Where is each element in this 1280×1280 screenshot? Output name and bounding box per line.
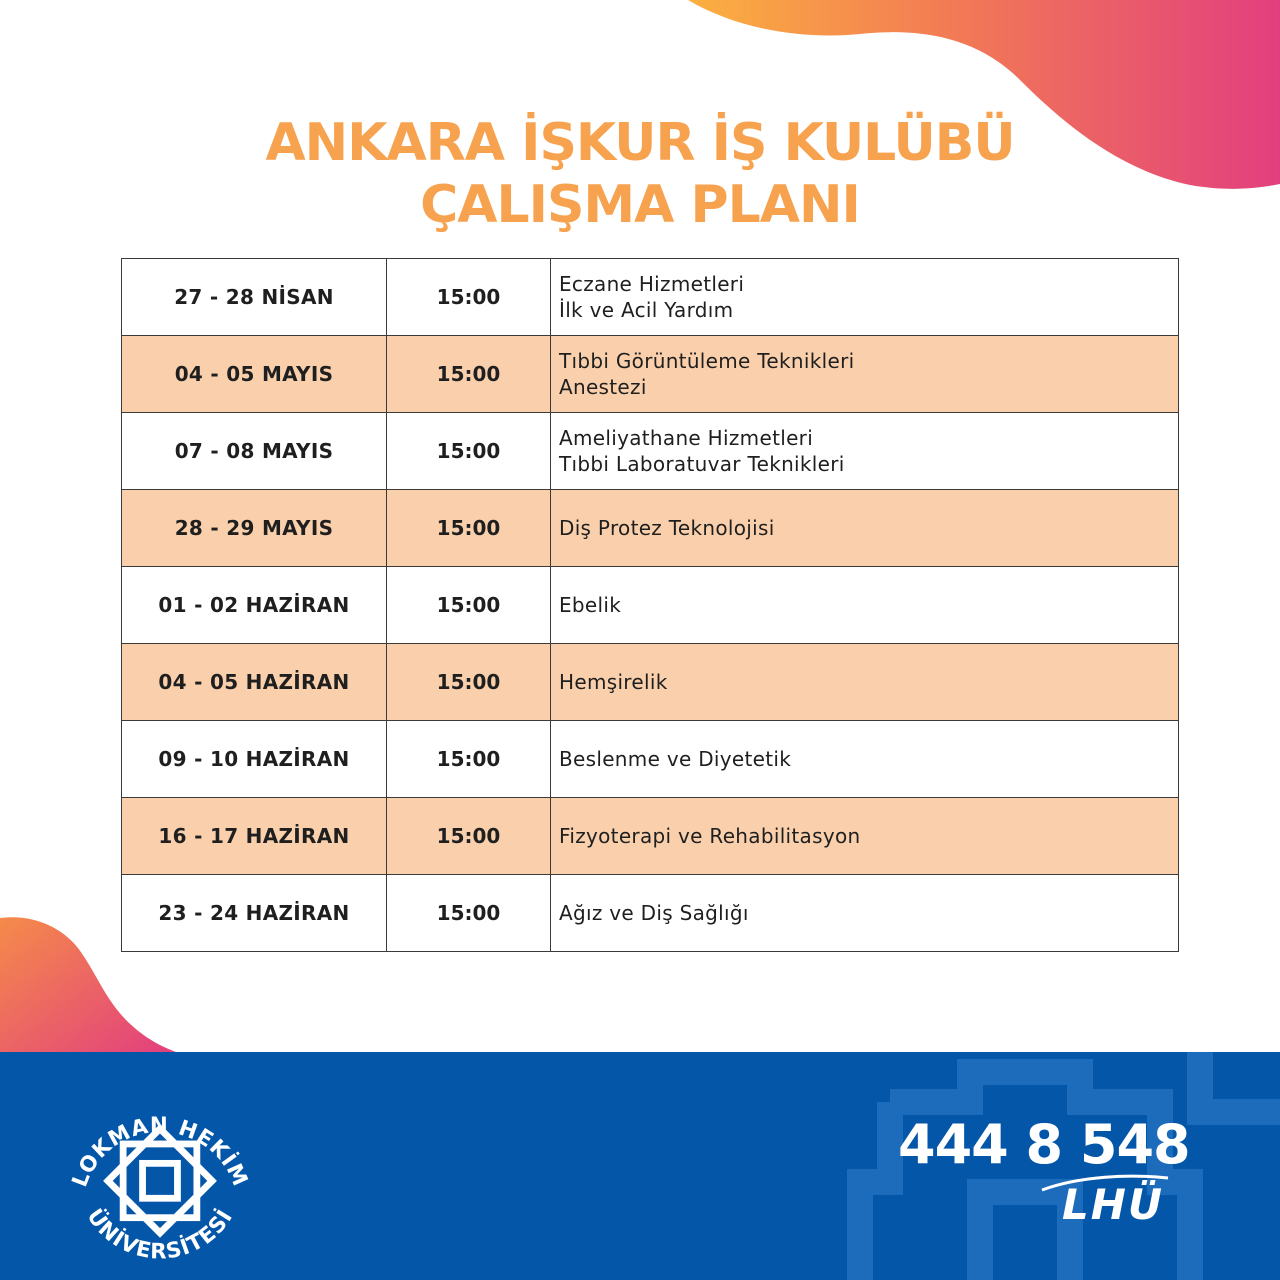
schedule-date: 04 - 05 HAZİRAN <box>122 644 387 721</box>
schedule-date: 27 - 28 NİSAN <box>122 259 387 336</box>
schedule-row <box>122 798 1179 875</box>
schedule-row <box>122 644 1179 721</box>
program-name: Beslenme ve Diyetetik <box>559 747 792 771</box>
schedule-time: 15:00 <box>387 413 551 490</box>
schedule-time: 15:00 <box>387 490 551 567</box>
schedule-date: 07 - 08 MAYIS <box>122 413 387 490</box>
schedule-programs <box>551 798 1179 875</box>
phone-number: 444 8 548 <box>898 1113 1190 1176</box>
brand-mark: LHÜ <box>1062 1180 1165 1229</box>
schedule-programs <box>551 875 1179 952</box>
schedule-row <box>122 490 1179 567</box>
schedule-date: 23 - 24 HAZİRAN <box>122 875 387 952</box>
schedule-programs <box>551 490 1179 567</box>
schedule-time: 15:00 <box>387 259 551 336</box>
program-name: Tıbbi Laboratuvar Teknikleri <box>559 452 845 476</box>
schedule-programs <box>551 413 1179 490</box>
program-name: Anestezi <box>559 375 647 399</box>
title-line-1: ANKARA İŞKUR İŞ KULÜBÜ <box>265 113 1015 173</box>
schedule-row <box>122 336 1179 413</box>
schedule-programs <box>551 721 1179 798</box>
program-name: Ağız ve Diş Sağlığı <box>559 901 749 925</box>
schedule-date: 16 - 17 HAZİRAN <box>122 798 387 875</box>
schedule-time: 15:00 <box>387 875 551 952</box>
svg-text:LOKMAN HEKİM: LOKMAN HEKİM <box>67 1113 253 1191</box>
schedule-row <box>122 567 1179 644</box>
page-title <box>0 112 1280 236</box>
program-name: Tıbbi Görüntüleme Teknikleri <box>559 349 855 373</box>
schedule-row <box>122 875 1179 952</box>
program-name: Eczane Hizmetleri <box>559 272 745 296</box>
university-logo <box>63 1078 257 1272</box>
schedule-row <box>122 413 1179 490</box>
schedule-table <box>121 258 1179 952</box>
schedule-programs <box>551 259 1179 336</box>
schedule-date: 09 - 10 HAZİRAN <box>122 721 387 798</box>
schedule-time: 15:00 <box>387 567 551 644</box>
schedule-time: 15:00 <box>387 798 551 875</box>
schedule-date: 28 - 29 MAYIS <box>122 490 387 567</box>
program-name: Hemşirelik <box>559 670 668 694</box>
schedule-date: 01 - 02 HAZİRAN <box>122 567 387 644</box>
program-name: İlk ve Acil Yardım <box>559 298 734 322</box>
program-name: Ameliyathane Hizmetleri <box>559 426 814 450</box>
schedule-programs <box>551 567 1179 644</box>
schedule-date: 04 - 05 MAYIS <box>122 336 387 413</box>
schedule-time: 15:00 <box>387 336 551 413</box>
schedule-programs <box>551 644 1179 721</box>
title-line-2: ÇALIŞMA PLANI <box>420 175 860 235</box>
schedule-programs <box>551 336 1179 413</box>
program-name: Ebelik <box>559 593 622 617</box>
program-name: Fizyoterapi ve Rehabilitasyon <box>559 824 861 848</box>
svg-text:ÜNİVERSİTESİ: ÜNİVERSİTESİ <box>81 1204 239 1265</box>
schedule-time: 15:00 <box>387 721 551 798</box>
schedule-row <box>122 721 1179 798</box>
schedule-time: 15:00 <box>387 644 551 721</box>
schedule-row <box>122 259 1179 336</box>
program-name: Diş Protez Teknolojisi <box>559 516 775 540</box>
